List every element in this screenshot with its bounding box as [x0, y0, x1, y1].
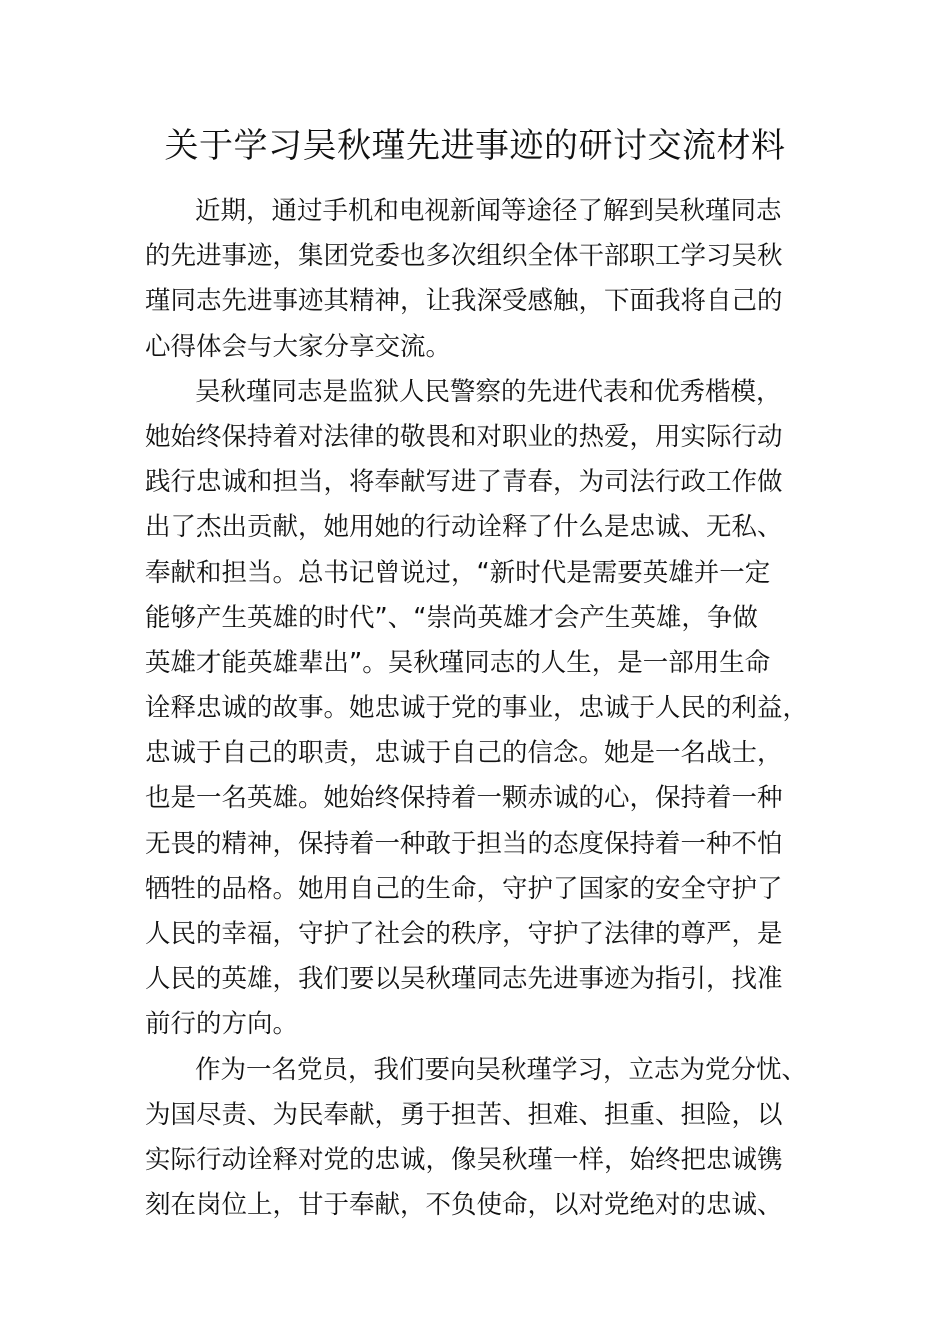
paragraph-2-line-14: 人民的英雄，我们要以吴秋瑾同志先进事迹为指引，找准 — [145, 964, 783, 995]
paragraph-2-line-2: 她始终保持着对法律的敬畏和对职业的热爱，用实际行动 — [145, 421, 783, 452]
paragraph-2-line-1: 吴秋瑾同志是监狱人民警察的先进代表和优秀楷模， — [195, 376, 782, 407]
paragraph-2-line-3: 践行忠诚和担当，将奉献写进了青春，为司法行政工作做 — [145, 467, 783, 498]
paragraph-1-line-3: 瑾同志先进事迹其精神，让我深受感触，下面我将自己的 — [145, 286, 783, 317]
paragraph-2-line-8: 诠释忠诚的故事。她忠诚于党的事业，忠诚于人民的利益， — [145, 693, 809, 724]
paragraph-2-line-9: 忠诚于自己的职责，忠诚于自己的信念。她是一名战士， — [145, 738, 783, 769]
paragraph-2-line-6: 能够产生英雄的时代”、“崇尚英雄才会产生英雄，争做 — [145, 602, 758, 633]
paragraph-3-line-2: 为国尽责、为民奉献，勇于担苦、担难、担重、担险，以 — [145, 1099, 783, 1130]
paragraph-2-line-10: 也是一名英雄。她始终保持着一颗赤诚的心，保持着一种 — [145, 783, 783, 814]
document-title: 关于学习吴秋瑾先进事迹的研讨交流材料 — [164, 126, 786, 166]
paragraph-1-line-1: 近期，通过手机和电视新闻等途径了解到吴秋瑾同志 — [195, 196, 782, 226]
paragraph-3-line-4: 刻在岗位上，甘于奉献，不负使命，以对党绝对的忠诚、 — [145, 1190, 783, 1221]
paragraph-2-line-12: 牺牲的品格。她用自己的生命，守护了国家的安全守护了 — [145, 873, 783, 904]
document-body — [145, 189, 809, 1228]
paragraph-2-line-4: 出了杰出贡献，她用她的行动诠释了什么是忠诚、无私、 — [145, 512, 783, 543]
paragraph-1-line-2: 的先进事迹，集团党委也多次组织全体干部职工学习吴秋 — [145, 241, 783, 272]
paragraph-2-line-5: 奉献和担当。总书记曾说过，“新时代是需要英雄并一定 — [145, 557, 771, 588]
paragraph-2-line-15: 前行的方向。 — [145, 1009, 299, 1040]
paragraph-1-line-4: 心得体会与大家分享交流。 — [145, 331, 452, 362]
paragraph-2-line-13: 人民的幸福，守护了社会的秩序，守护了法律的尊严，是 — [145, 919, 783, 949]
paragraph-2-line-11: 无畏的精神，保持着一种敢于担当的态度保持着一种不怕 — [145, 828, 783, 859]
paragraph-2-line-7: 英雄才能英雄辈出”。吴秋瑾同志的人生，是一部用生命 — [145, 647, 771, 678]
paragraph-3-line-3: 实际行动诠释对党的忠诚，像吴秋瑾一样，始终把忠诚镌 — [145, 1144, 783, 1175]
paragraph-3-line-1: 作为一名党员，我们要向吴秋瑾学习，立志为党分忧、 — [195, 1054, 808, 1085]
